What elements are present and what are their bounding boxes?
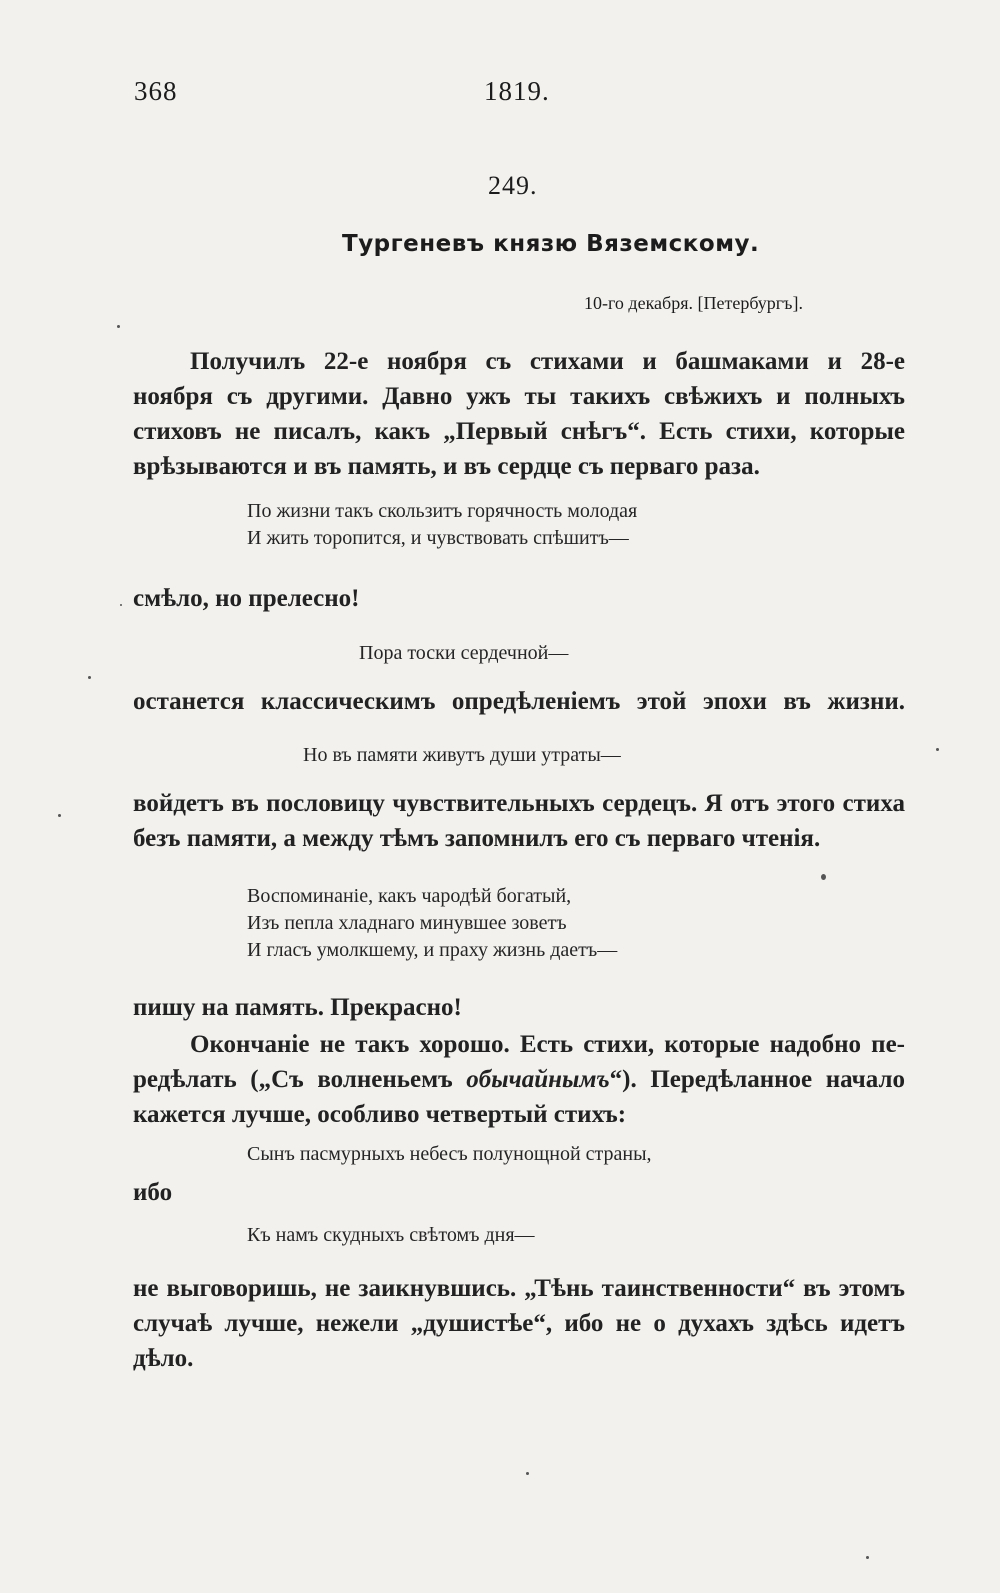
verse-line: Но въ памяти живутъ души утраты— bbox=[303, 744, 621, 766]
scan-speck bbox=[58, 814, 61, 817]
letter-title: Тургеневъ князю Вяземскому. bbox=[342, 231, 760, 257]
scan-speck bbox=[526, 1472, 529, 1475]
verse-quote-4 bbox=[247, 883, 617, 964]
verse-quote-2 bbox=[359, 640, 568, 667]
page-number: 368 bbox=[134, 76, 178, 106]
text-line: стиховъ не писалъ, какъ „Первый снѣгъ“. Есть стихи, которые bbox=[133, 418, 905, 445]
scan-speck bbox=[936, 748, 939, 751]
text-line: врѣзываются и въ память, и въ сердце съ перваго раза. bbox=[133, 453, 760, 480]
italic-word: обычайнымъ bbox=[466, 1066, 610, 1093]
paragraph-8 bbox=[133, 1271, 905, 1376]
text-line: Получилъ 22-е ноября съ стихами и башмаками и 28-е bbox=[190, 348, 905, 375]
paragraph-5 bbox=[133, 990, 462, 1025]
letter-dateline: 10-го декабря. [Петербургъ]. bbox=[584, 293, 803, 313]
verse-line: Сынъ пасмурныхъ небесъ полунощной страны, bbox=[247, 1143, 652, 1165]
verse-quote-3 bbox=[303, 742, 621, 769]
verse-line: И гласъ умолкшему, и праху жизнь даетъ— bbox=[247, 939, 618, 961]
text-line: Окончаніе не такъ хорошо. Есть стихи, которые надобно пе- bbox=[190, 1031, 905, 1058]
paragraph-1 bbox=[133, 344, 905, 484]
verse-quote-5 bbox=[247, 1141, 652, 1168]
paragraph-7 bbox=[133, 1175, 172, 1210]
text-line: не выговоришь, не заикнувшись. „Тѣнь таинственности“ въ этомъ bbox=[133, 1275, 905, 1302]
verse-line: По жизни такъ скользитъ горячность молодая bbox=[247, 500, 638, 522]
verse-line: Къ намъ скудныхъ свѣтомъ дня— bbox=[247, 1224, 535, 1246]
scan-speck bbox=[866, 1556, 869, 1559]
verse-quote-6 bbox=[247, 1222, 535, 1249]
running-head-year: 1819. bbox=[484, 76, 550, 106]
scan-speck bbox=[88, 676, 91, 679]
letter-number: 249. bbox=[488, 171, 538, 200]
verse-line: Воспоминаніе, какъ чародѣй богатый, bbox=[247, 885, 572, 907]
text-line: дѣло. bbox=[133, 1345, 194, 1372]
text-line: войдетъ въ пословицу чувствительныхъ сердецъ. Я отъ этого стиха bbox=[133, 790, 905, 817]
text-line: кажется лучше, особливо четвертый стихъ: bbox=[133, 1101, 627, 1128]
scan-speck bbox=[821, 874, 826, 880]
verse-line: Пора тоски сердечной— bbox=[359, 642, 569, 664]
text-segment: редѣлать („Съ волненьемъ bbox=[133, 1066, 467, 1093]
paragraph-6 bbox=[133, 1027, 905, 1132]
text-line bbox=[133, 1062, 905, 1097]
paragraph-2 bbox=[133, 581, 359, 616]
text-line: пишу на память. Прекрасно! bbox=[133, 994, 462, 1021]
text-line: безъ памяти, а между тѣмъ запомнилъ его съ перваго чтенія. bbox=[133, 825, 821, 852]
text-segment: “). Передѣланное начало bbox=[609, 1066, 905, 1093]
paragraph-4 bbox=[133, 786, 905, 856]
scan-speck bbox=[120, 604, 122, 606]
text-line: ибо bbox=[133, 1179, 173, 1206]
text-line: смѣло, но прелесно! bbox=[133, 585, 360, 612]
scan-speck bbox=[117, 325, 120, 328]
text-line: останется классическимъ опредѣленіемъ этой эпохи въ жизни. bbox=[133, 688, 905, 715]
paragraph-3 bbox=[133, 684, 905, 719]
text-line: ноября съ другими. Давно ужъ ты такихъ свѣжихъ и полныхъ bbox=[133, 383, 905, 410]
verse-quote-1 bbox=[247, 498, 637, 552]
verse-line: И жить торопится, и чувствовать спѣшитъ— bbox=[247, 527, 629, 549]
verse-line: Изъ пепла хладнаго минувшее зоветъ bbox=[247, 912, 567, 934]
text-line: случаѣ лучше, нежели „душистѣе“, ибо не о духахъ здѣсь идетъ bbox=[133, 1310, 905, 1337]
